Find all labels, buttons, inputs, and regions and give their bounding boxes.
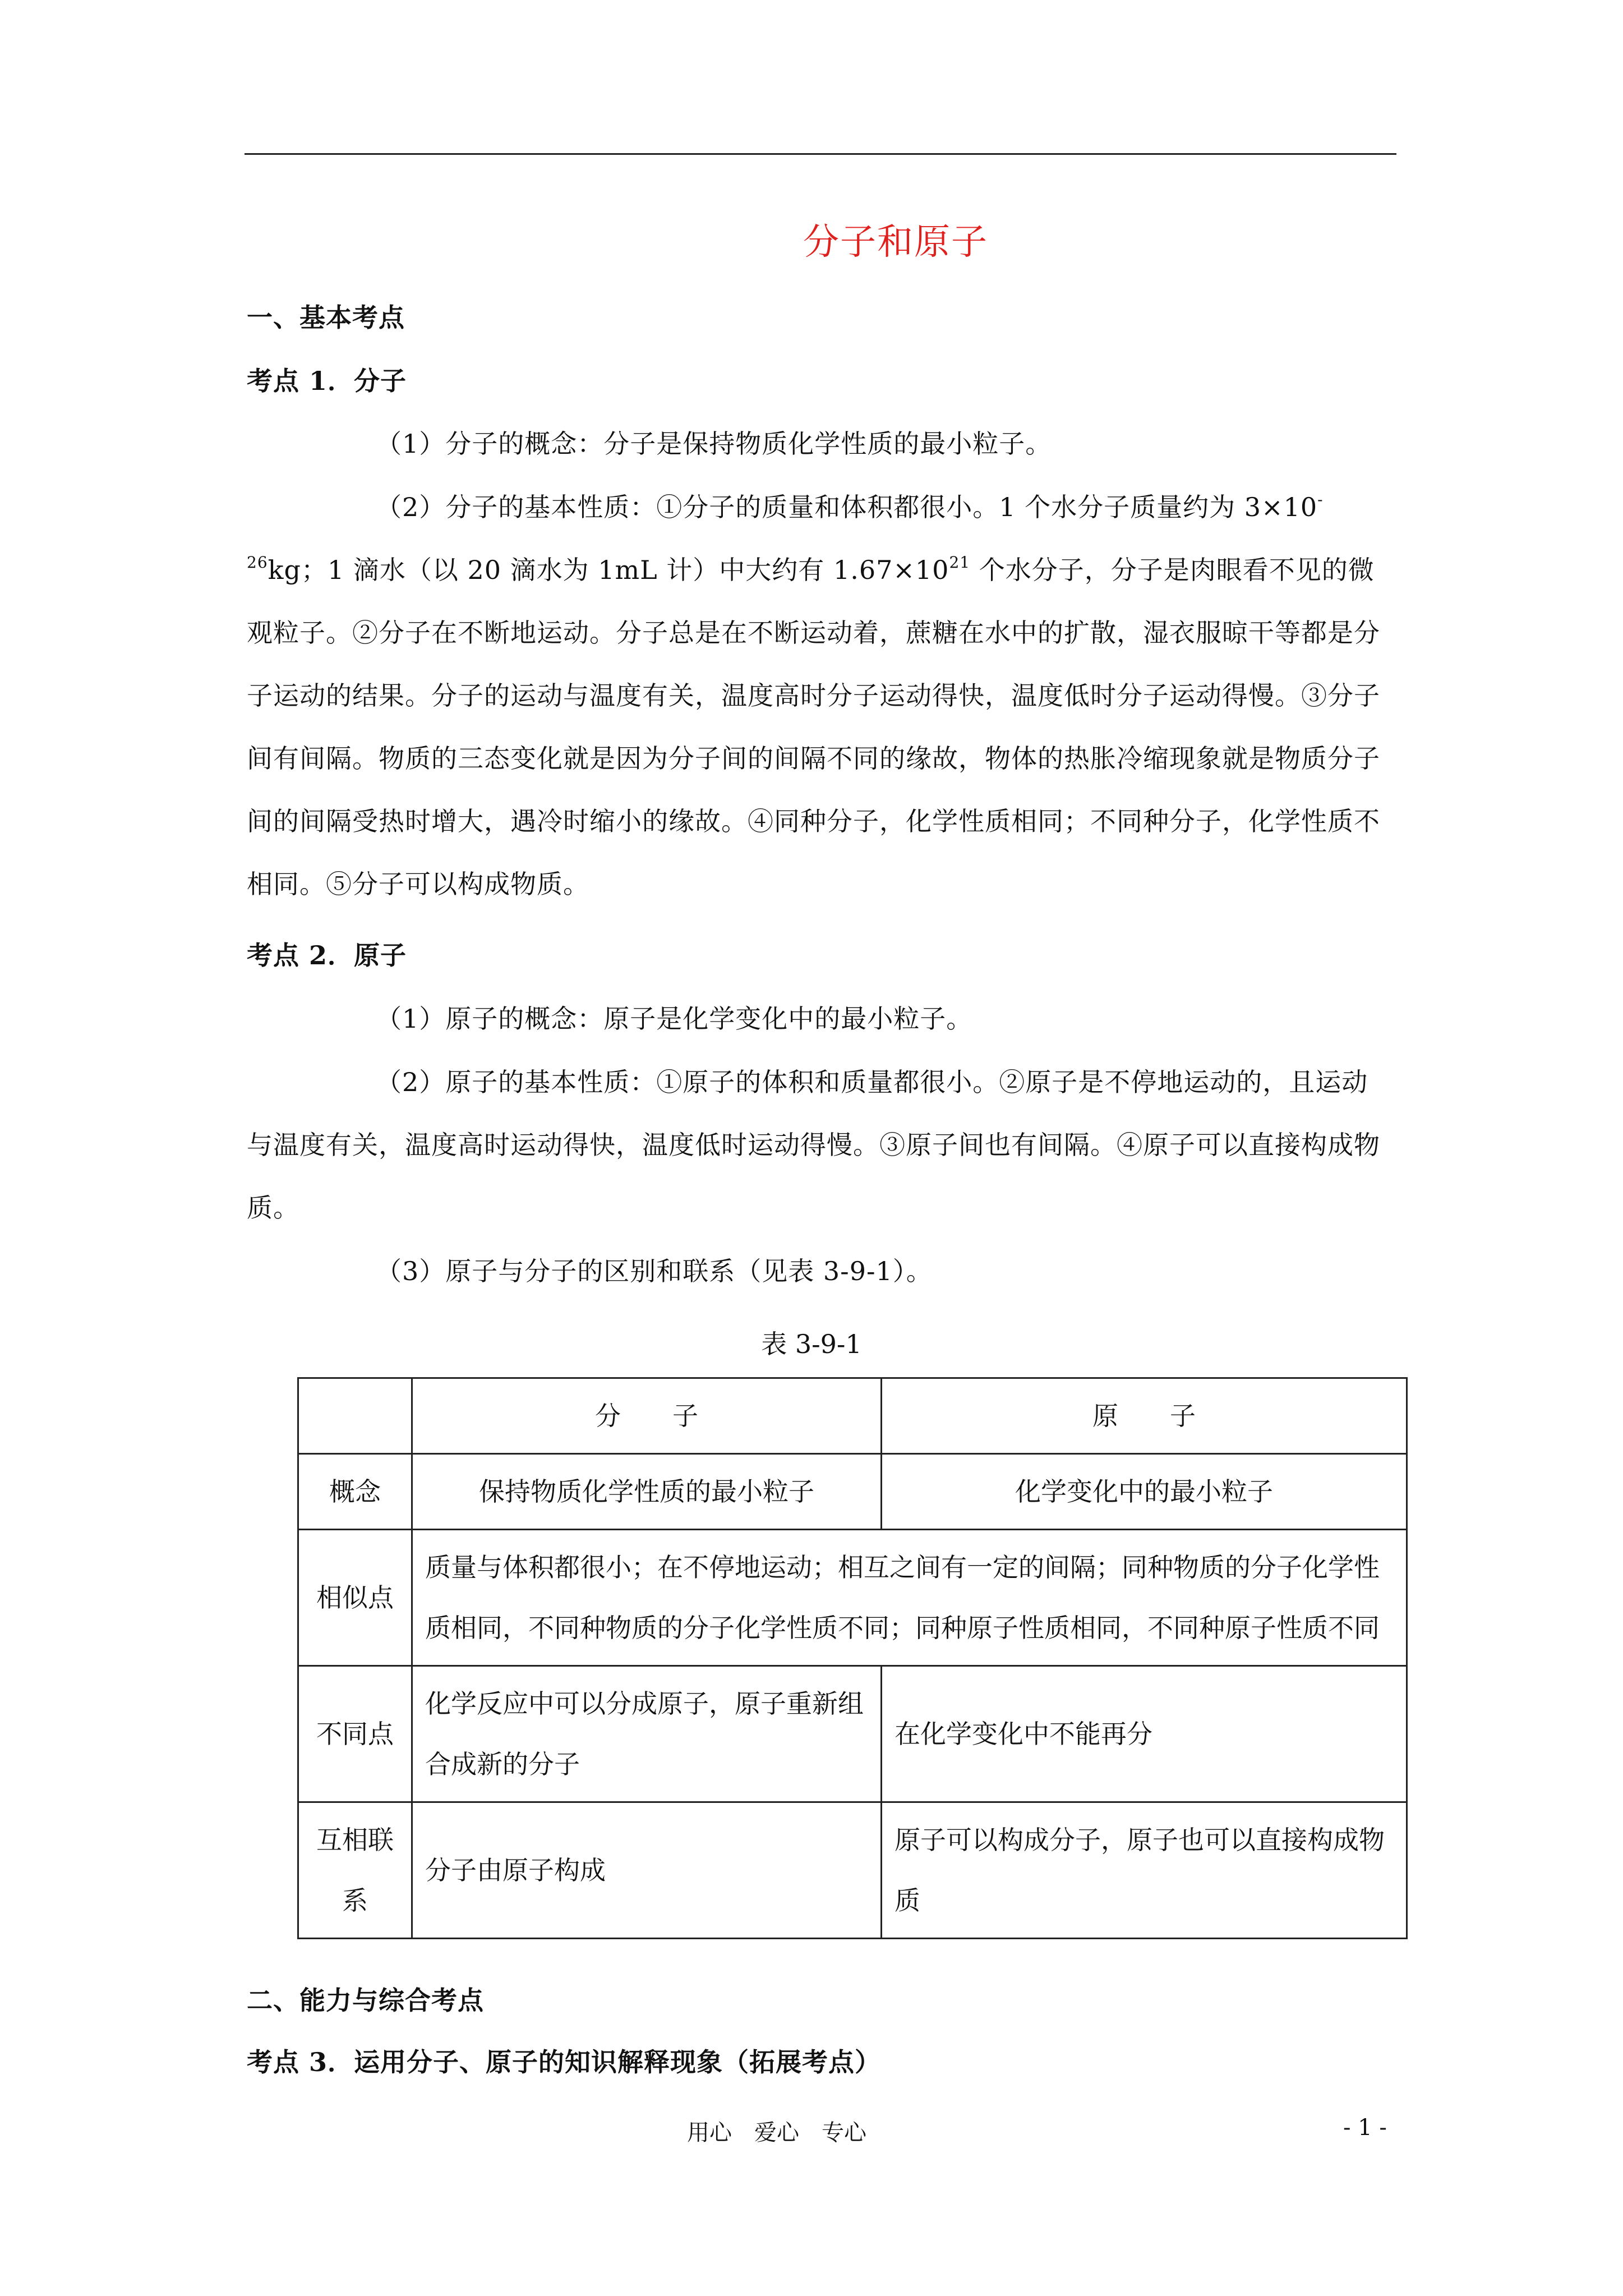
header-rule — [245, 153, 1396, 155]
kp1-paragraph-2 — [247, 476, 1391, 915]
cell-concept-molecule: 保持物质化学性质的最小粒子 — [412, 1454, 882, 1530]
table-header-molecule: 分 子 — [412, 1378, 882, 1454]
table-corner-cell — [298, 1378, 412, 1454]
kp1-p2-exponent-2: 21 — [949, 553, 971, 572]
kp1-paragraph-1: （1）分子的概念：分子是保持物质化学性质的最小粒子。 — [376, 429, 1052, 459]
section-heading-ability: 二、能力与综合考点 — [247, 1985, 484, 2016]
row-label-similar: 相似点 — [298, 1530, 412, 1666]
table-row — [298, 1666, 1407, 1802]
cell-similar: 质量与体积都很小；在不停地运动；相互之间有一定的间隔；同种物质的分子化学性质相同，不同种物质的分子化学性质不同；同种原子性质相同，不同种原子性质不同 — [412, 1530, 1407, 1666]
kp2-heading: 考点 2．原子 — [247, 940, 407, 970]
table-caption: 表 3-9-1 — [761, 1329, 862, 1359]
cell-difference-atom: 在化学变化中不能再分 — [882, 1666, 1407, 1802]
kp1-p2-text-c: 个水分子，分子是肉眼看不见的微观粒子。②分子在不断地运动。分子总是在不断运动着，蔗糖在水中的扩散，湿衣服晾干等都是分子运动的结果。分子的运动与温度有关，温度高时分子运动得快，温度低时分子运动得慢。③分子间有间隔。物质的三态变化就是因为分子间的间隔不同的缘故，物体的热胀冷缩现象就是物质分子间的间隔受热时增大，遇冷时缩小的缘故。④同种分子，化学性质相同；不同种分子，化学性质不相同。⑤分子可以构成物质。 — [247, 555, 1380, 899]
table-row — [298, 1530, 1407, 1666]
row-label-relation: 互相联系 — [298, 1802, 412, 1939]
comparison-table — [297, 1377, 1408, 1939]
footer-motto: 用心 爱心 专心 — [687, 2120, 866, 2146]
kp2-paragraph-2: （2）原子的基本性质：①原子的体积和质量都很小。②原子是不停地运动的，且运动与温度有关，温度高时运动得快，温度低时运动得慢。③原子间也有间隔。④原子可以直接构成物质。 — [247, 1067, 1380, 1223]
kp2-paragraph-3: （3）原子与分子的区别和联系（见表 3-9-1）。 — [376, 1256, 933, 1286]
cell-difference-molecule: 化学反应中可以分成原子，原子重新组合成新的分子 — [412, 1666, 882, 1802]
table-row — [298, 1454, 1407, 1530]
section-heading-basic: 一、基本考点 — [247, 302, 405, 333]
table-header-row — [298, 1378, 1407, 1454]
cell-relation-molecule: 分子由原子构成 — [412, 1802, 882, 1939]
kp1-heading: 考点 1．分子 — [247, 366, 407, 396]
cell-concept-atom: 化学变化中的最小粒子 — [882, 1454, 1407, 1530]
page-number: - 1 - — [1343, 2115, 1387, 2141]
kp1-p2-text-a: （2）分子的基本性质：①分子的质量和体积都很小。1 个水分子质量约为 3×10 — [376, 492, 1318, 522]
page-title: 分子和原子 — [803, 222, 988, 263]
kp3-heading: 考点 3．运用分子、原子的知识解释现象（拓展考点） — [247, 2047, 882, 2077]
cell-relation-atom: 原子可以构成分子，原子也可以直接构成物质 — [882, 1802, 1407, 1939]
row-label-difference: 不同点 — [298, 1666, 412, 1802]
table-header-atom: 原 子 — [882, 1378, 1407, 1454]
kp2-paragraph-1: （1）原子的概念：原子是化学变化中的最小粒子。 — [376, 1004, 973, 1034]
kp1-p2-text-b: kg；1 滴水（以 20 滴水为 1mL 计）中大约有 1.67×10 — [268, 555, 949, 585]
kp1-p2-exponent-1: -26 — [247, 490, 1324, 572]
table-row — [298, 1802, 1407, 1939]
row-label-concept: 概念 — [298, 1454, 412, 1530]
